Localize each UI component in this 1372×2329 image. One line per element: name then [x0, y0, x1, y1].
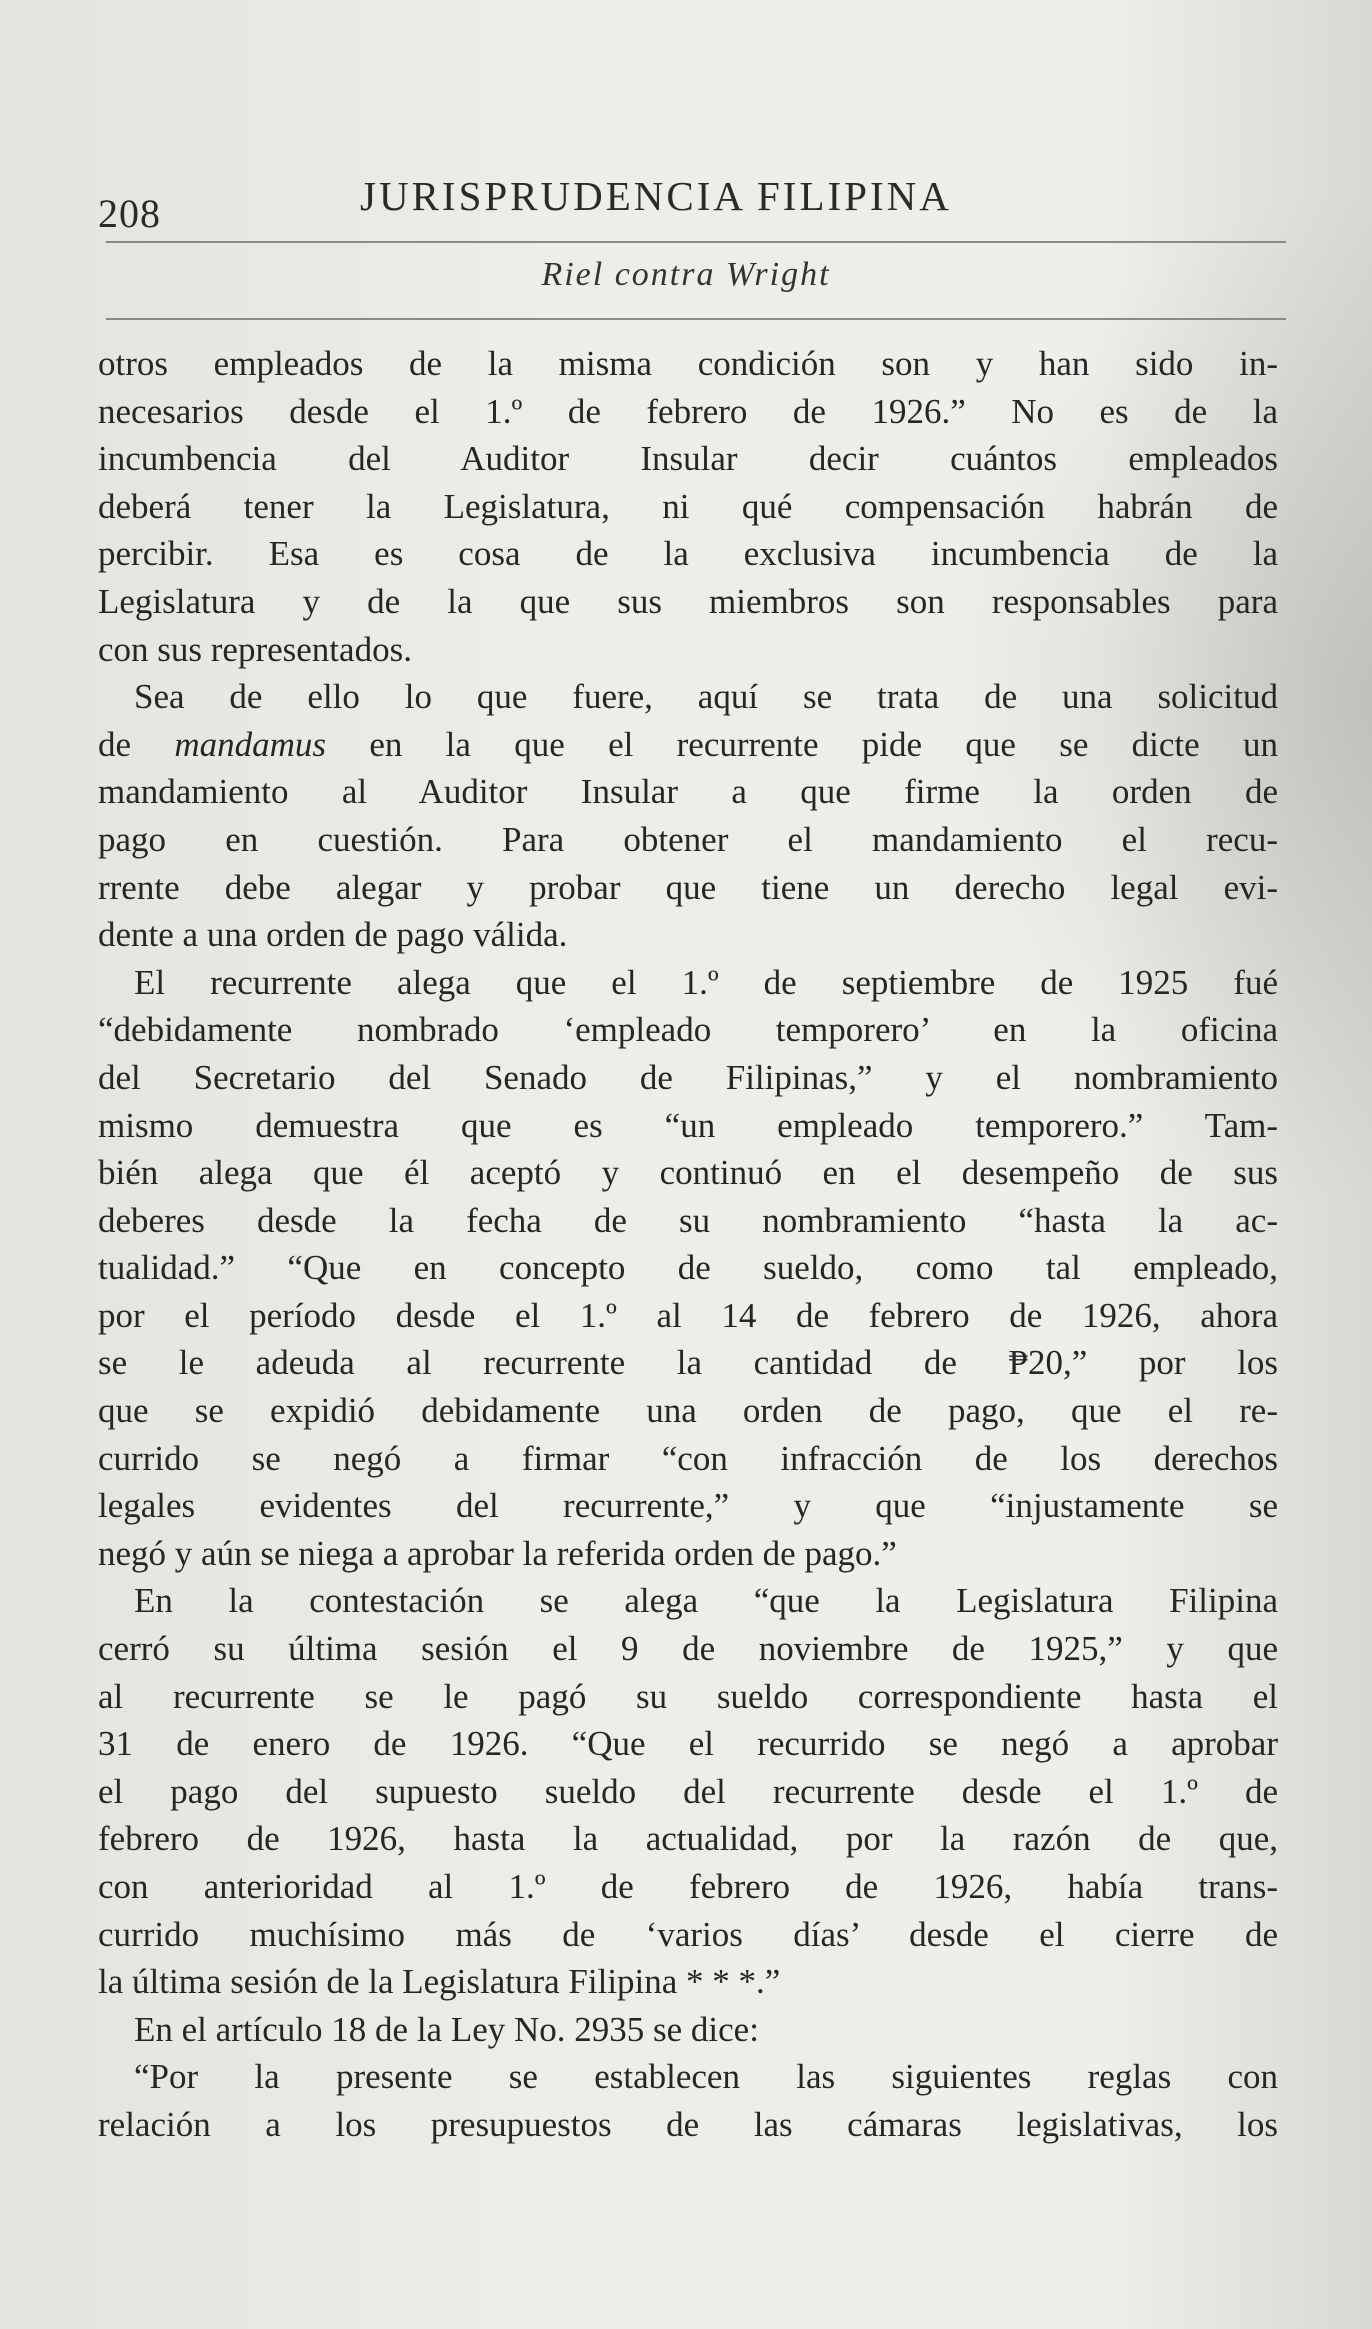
text-line: se le adeuda al recurrente la cantidad de ₱20,” por los	[98, 1343, 1278, 1383]
text-line: En el artículo 18 de la Ley No. 2935 se dice:	[134, 2009, 759, 2049]
text-line: febrero de 1926, hasta la actualidad, por la razón de que,	[98, 1819, 1278, 1859]
text-line: mismo demuestra que es “un empleado temporero.” Tam-	[98, 1105, 1278, 1145]
text-line: En la contestación se alega “que la Legislatura Filipina	[134, 1581, 1278, 1621]
text-line: de mandamus en la que el recurrente pide que se dicte un	[98, 724, 1278, 764]
text-line: 31 de enero de 1926. “Que el recurrido se negó a aprobar	[98, 1724, 1278, 1764]
text-line: incumbencia del Auditor Insular decir cuántos empleados	[98, 439, 1278, 479]
text-line: bién alega que él aceptó y continuó en el desempeño de sus	[98, 1153, 1278, 1193]
text-line: que se expidió debidamente una orden de pago, que el re-	[98, 1391, 1278, 1431]
text-line: por el período desde el 1.º al 14 de febrero de 1926, ahora	[98, 1295, 1278, 1335]
text-line: la última sesión de la Legislatura Filipina * * *.”	[98, 1962, 781, 2002]
paragraph	[98, 2053, 1278, 2148]
text-line: del Secretario del Senado de Filipinas,” y el nombramiento	[98, 1057, 1278, 1097]
page-header	[98, 168, 1278, 248]
header-rule	[106, 241, 1286, 243]
text-line: al recurrente se le pagó su sueldo correspondiente hasta el	[98, 1676, 1278, 1716]
text-line: deberes desde la fecha de su nombramiento “hasta la ac-	[98, 1200, 1278, 1240]
case-title-rule	[106, 318, 1286, 320]
running-title: JURISPRUDENCIA FILIPINA	[360, 173, 952, 219]
page-number: 208	[98, 191, 161, 236]
paragraph	[98, 2006, 1278, 2054]
text-line: el pago del supuesto sueldo del recurrente desde el 1.º de	[98, 1771, 1278, 1811]
paragraph	[98, 673, 1278, 959]
text-line: relación a los presupuestos de las cámaras legislativas, los	[98, 2104, 1278, 2144]
text-line: otros empleados de la misma condición son y han sido in-	[98, 344, 1278, 383]
text-line: currido se negó a firmar “con infracción de los derechos	[98, 1438, 1278, 1478]
text-line: con anterioridad al 1.º de febrero de 1926, había trans-	[98, 1867, 1278, 1906]
text-line: “debidamente nombrado ‘empleado temporero’ en la oficina	[98, 1010, 1278, 1050]
paragraph	[98, 959, 1278, 1578]
paragraph	[98, 340, 1278, 673]
text-line: con sus representados.	[98, 629, 412, 669]
text-line: rrente debe alegar y probar que tiene un derecho legal evi-	[98, 867, 1278, 907]
body-text	[98, 340, 1278, 2149]
case-title: Riel contra Wright	[541, 256, 831, 293]
text-line: negó y aún se niega a aprobar la referida orden de pago.”	[98, 1533, 897, 1573]
text-line: dente a una orden de pago válida.	[98, 915, 568, 955]
text-line: cerró su última sesión el 9 de noviembre de 1925,” y que	[98, 1629, 1278, 1669]
text-line: currido muchísimo más de ‘varios días’ desde el cierre de	[98, 1914, 1278, 1954]
text-line: Sea de ello lo que fuere, aquí se trata de una solicitud	[134, 677, 1278, 717]
text-line: pago en cuestión. Para obtener el mandamiento el recu-	[98, 819, 1278, 859]
paragraph	[98, 1577, 1278, 2005]
text-line: tualidad.” “Que en concepto de sueldo, como tal empleado,	[98, 1248, 1278, 1288]
text-line: “Por la presente se establecen las siguientes reglas con	[134, 2057, 1278, 2097]
text-line: Legislatura y de la que sus miembros son responsables para	[98, 581, 1278, 621]
text-line: mandamiento al Auditor Insular a que firme la orden de	[98, 772, 1278, 812]
text-line: necesarios desde el 1.º de febrero de 1926.” No es de la	[98, 391, 1278, 431]
text-line: percibir. Esa es cosa de la exclusiva incumbencia de la	[98, 534, 1278, 574]
text-line: El recurrente alega que el 1.º de septiembre de 1925 fué	[134, 962, 1278, 1002]
text-line: legales evidentes del recurrente,” y que “injustamente se	[98, 1486, 1278, 1526]
text-line: deberá tener la Legislatura, ni qué compensación habrán de	[98, 486, 1278, 526]
